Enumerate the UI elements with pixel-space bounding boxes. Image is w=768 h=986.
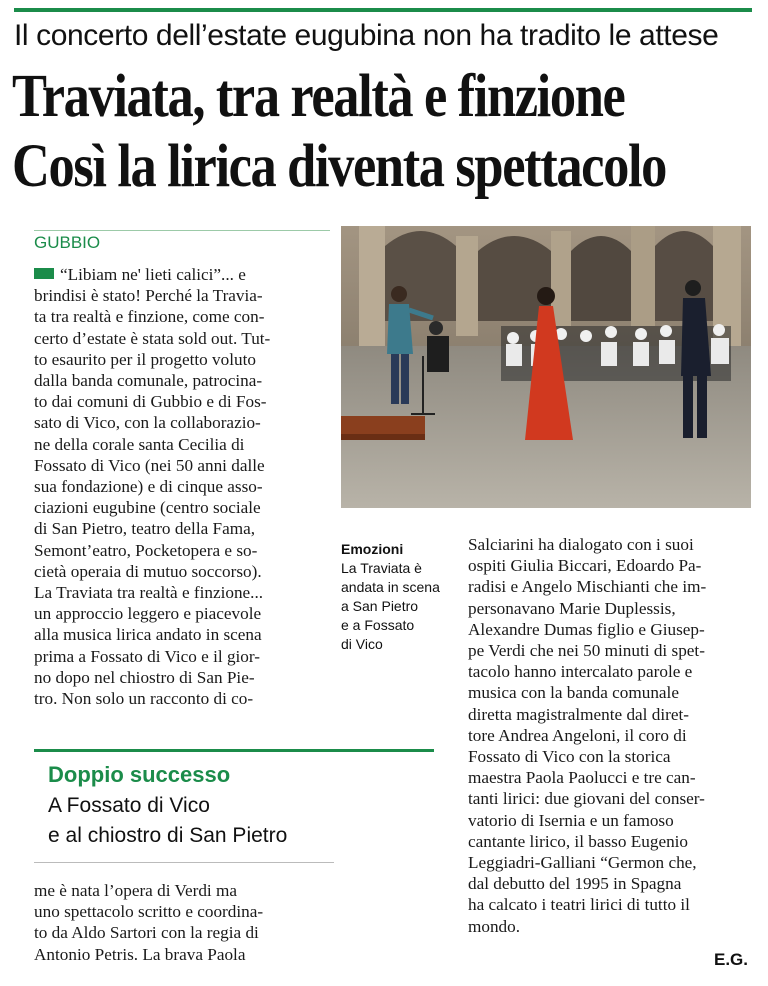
- text-line: cietà operaia di mutuo soccorso).: [34, 561, 262, 581]
- text-line: Fossato di Vico (nei 50 anni dalle: [34, 455, 265, 475]
- text-line: personavano Marie Duplessis,: [468, 598, 676, 618]
- column-1-continued: [34, 880, 332, 965]
- top-rule: [14, 8, 752, 12]
- caption-line: a San Pietro: [341, 598, 419, 614]
- caption-line: andata in scena: [341, 579, 440, 595]
- text-line: tore Andrea Angeloni, il coro di: [468, 725, 687, 745]
- concert-photo: [341, 226, 751, 508]
- headline: [12, 62, 667, 202]
- text-line: Leggiadri-Galliani “Germon che,: [468, 853, 697, 873]
- author-signature: E.G.: [713, 950, 748, 969]
- text-line: certo d’estate è stata sold out. Tut-: [34, 328, 271, 348]
- text-line: ciazioni eugubine (centro sociale: [34, 498, 261, 518]
- text-line: dal debutto del 1995 in Spagna: [468, 874, 682, 894]
- caption-line: La Traviata è: [341, 560, 422, 576]
- text-line: musica con la banda comunale: [468, 683, 679, 703]
- text-line: sato di Vico, con la collaborazio-: [34, 413, 261, 433]
- text-line: maestra Paola Paolucci e tre can-: [468, 768, 696, 788]
- text-line: to esaurito per il progetto voluto: [34, 349, 256, 369]
- text-line: Fossato di Vico con la storica: [468, 747, 671, 767]
- box-line-1: A Fossato di Vico: [48, 794, 210, 817]
- text-line: radisi e Angelo Mischianti che im-: [468, 577, 707, 597]
- text-line: ta tra realtà e finzione, come con-: [34, 307, 265, 327]
- text-line: cantante lirico, il basso Eugenio: [468, 831, 689, 851]
- text-line: tanti lirici: due giovani del conser-: [468, 789, 705, 809]
- column-3: [468, 534, 751, 937]
- text-line: ospiti Giulia Biccari, Edoardo Pa-: [468, 556, 702, 576]
- text-line: me è nata l’opera di Verdi ma: [34, 881, 237, 900]
- box-line-2: e al chiostro di San Pietro: [48, 824, 288, 847]
- text-line: uno spettacolo scritto e coordina-: [34, 902, 264, 922]
- text-line: mondo.: [468, 916, 521, 936]
- text-line: sua fondazione) e di cinque asso-: [34, 477, 263, 497]
- text-line: Semont’eatro, Pocketopera e so-: [34, 540, 258, 560]
- box-rule: [34, 749, 434, 752]
- text-line: Alexandre Dumas figlio e Giusep-: [468, 619, 705, 639]
- dateline: GUBBIO: [34, 233, 101, 252]
- text-line: pe Verdi che nei 50 minuti di spet-: [468, 641, 705, 661]
- text-line: alla musica lirica andato in scena: [34, 625, 262, 645]
- column-1: [34, 264, 332, 709]
- text-line: tacolo hanno intercalato parole e: [468, 662, 693, 682]
- text-line: diretta magistralmente dal diret-: [468, 704, 689, 724]
- text-line: prima a Fossato di Vico e il gior-: [34, 646, 261, 666]
- text-line: “Libiam ne' lieti calici”... e: [34, 264, 332, 285]
- text-line: un approccio leggero e piacevole: [34, 604, 262, 624]
- text-line: to dai comuni di Gubbio e di Fos-: [34, 392, 267, 412]
- text-line: Salciarini ha dialogato con i suoi: [468, 535, 694, 554]
- text-line: Antonio Petris. La brava Paola: [34, 944, 246, 964]
- text-line: di San Pietro, teatro della Fama,: [34, 519, 255, 539]
- dateline-rule: [34, 230, 330, 231]
- box-title: Doppio successo: [48, 762, 231, 787]
- headline-line-1: Traviata, tra realtà e finzione: [12, 63, 625, 130]
- headline-line-2: Così la lirica diventa spettacolo: [12, 133, 667, 200]
- caption-line: e a Fossato: [341, 617, 415, 633]
- text-line: no dopo nel chiostro di San Pie-: [34, 667, 255, 687]
- kicker: Il concerto dell’estate eugubina non ha tradito le attese: [14, 19, 719, 52]
- photo-caption: [341, 540, 459, 654]
- text-line: ha calcato i teatri lirici di tutto il: [468, 895, 690, 915]
- box-bottom-rule: [34, 862, 334, 863]
- caption-title: Emozioni: [341, 541, 404, 557]
- lead-marker: [34, 268, 54, 279]
- text-line: tro. Non solo un racconto di co-: [34, 689, 254, 709]
- caption-line: di Vico: [341, 636, 383, 652]
- text-line: vatorio di Isernia e un famoso: [468, 810, 674, 830]
- text-line: brindisi è stato! Perché la Travia-: [34, 286, 263, 306]
- text-line: ne della corale santa Cecilia di: [34, 434, 245, 454]
- text-line: to da Aldo Sartori con la regia di: [34, 923, 259, 943]
- text-line: dalla banda comunale, patrocina-: [34, 371, 263, 391]
- text-line: La Traviata tra realtà e finzione...: [34, 583, 264, 603]
